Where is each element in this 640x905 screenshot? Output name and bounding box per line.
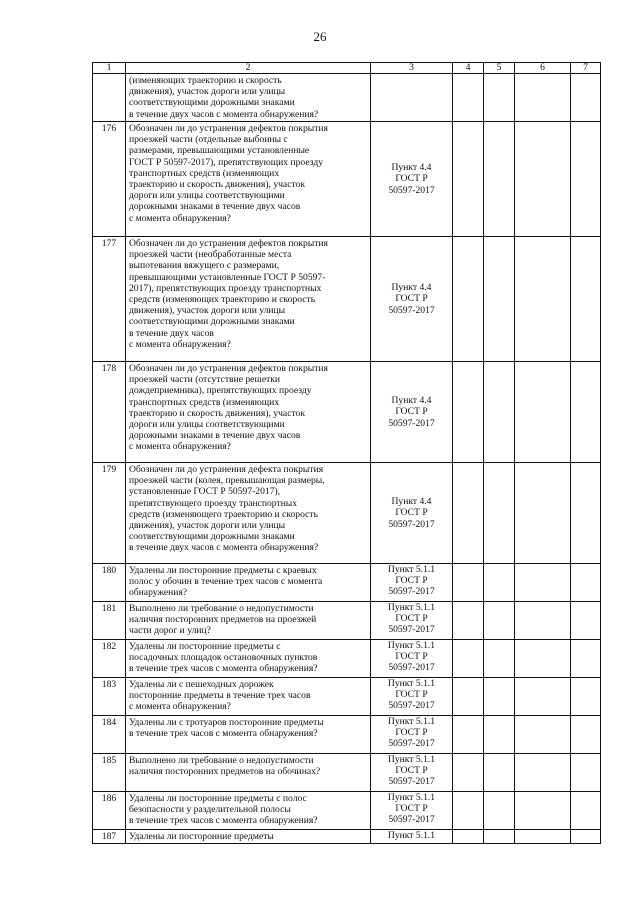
requirement-reference xyxy=(371,564,453,602)
answer-col-5 xyxy=(484,754,515,792)
question-line: Удалены ли посторонние предметы с краевых xyxy=(129,565,317,576)
reference-line: Пункт 4.4 xyxy=(391,162,432,174)
question-text xyxy=(126,122,371,237)
question-line: траекторию и скорость движения), участок xyxy=(129,179,305,191)
answer-col-4 xyxy=(453,237,484,362)
row-number: 180 xyxy=(93,564,126,602)
reference-line: ГОСТ Р xyxy=(395,173,428,185)
question-line: проезжей части (колея, превышающая размеры, xyxy=(129,475,325,487)
answer-col-5 xyxy=(484,716,515,754)
table-row xyxy=(93,122,601,237)
answer-col-6 xyxy=(515,463,571,564)
answer-col-5 xyxy=(484,463,515,564)
answer-col-4 xyxy=(453,754,484,792)
answer-col-5 xyxy=(484,602,515,640)
row-number: 178 xyxy=(93,362,126,463)
header-row xyxy=(93,63,601,74)
question-line: проезжей части (отсутствие решетки xyxy=(129,374,281,386)
question-line: 2017), препятствующих проезду транспортных xyxy=(129,282,322,294)
table-row xyxy=(93,792,601,830)
requirement-reference xyxy=(371,463,453,564)
question-line: Обозначен ли до устранения дефекта покрытия xyxy=(129,464,324,475)
question-line: обнаружения? xyxy=(129,587,188,599)
answer-col-7 xyxy=(571,362,601,463)
reference-line: ГОСТ Р xyxy=(395,727,428,739)
question-text xyxy=(126,792,371,830)
question-line: с момента обнаружения? xyxy=(129,212,231,224)
reference-line: Пункт 5.1.1 xyxy=(387,830,436,841)
answer-col-6 xyxy=(515,362,571,463)
question-text xyxy=(126,754,371,792)
answer-col-7 xyxy=(571,122,601,237)
answer-col-5 xyxy=(484,830,515,844)
header-col-5: 5 xyxy=(484,63,515,74)
requirement-reference xyxy=(371,237,453,362)
question-line: дороги или улицы соответствующими xyxy=(129,190,285,202)
reference-line: Пункт 4.4 xyxy=(391,395,432,407)
reference-line: 50597-2017 xyxy=(388,184,435,196)
question-line: препятствующего проезду транспортных xyxy=(129,497,298,509)
table-row xyxy=(93,754,601,792)
question-line: в течение трех часов с момента обнаружения? xyxy=(129,815,318,827)
question-line: Удалены ли с тротуаров посторонние предметы xyxy=(129,717,324,728)
table-row xyxy=(93,564,601,602)
answer-col-4 xyxy=(453,716,484,754)
requirement-reference xyxy=(371,122,453,237)
answer-col-6 xyxy=(515,237,571,362)
row-number: 187 xyxy=(93,830,126,844)
question-line: в течение трех часов с момента обнаружения? xyxy=(129,663,318,675)
answer-col-7 xyxy=(571,640,601,678)
row-number: 181 xyxy=(93,602,126,640)
requirement-reference xyxy=(371,830,453,844)
row-number xyxy=(93,74,126,122)
reference-line: ГОСТ Р xyxy=(395,803,428,815)
question-line: Выполнено ли требование о недопустимости xyxy=(129,755,314,766)
answer-col-6 xyxy=(515,754,571,792)
question-text xyxy=(126,362,371,463)
answer-col-4 xyxy=(453,122,484,237)
question-line: траекторию и скорость движения), участок xyxy=(129,407,305,419)
question-text xyxy=(126,678,371,716)
question-line: с момента обнаружения? xyxy=(129,701,231,713)
checklist-table xyxy=(92,62,601,844)
answer-col-6 xyxy=(515,122,571,237)
question-line: Удалены ли с пешеходных дорожек xyxy=(129,679,274,690)
answer-col-4 xyxy=(453,74,484,122)
question-line: проезжей части (необработанные места xyxy=(129,249,292,261)
question-line: Обозначен ли до устранения дефектов покрытия xyxy=(129,363,328,374)
question-line: размерами, превышающими установленные xyxy=(129,145,310,157)
question-line: с момента обнаружения? xyxy=(129,338,231,350)
answer-col-4 xyxy=(453,602,484,640)
table-row xyxy=(93,678,601,716)
question-line: соответствующими дорожными знаками xyxy=(129,316,295,328)
reference-line: Пункт 5.1.1 xyxy=(387,564,436,575)
requirement-reference xyxy=(371,362,453,463)
reference-line: 50597-2017 xyxy=(388,304,435,316)
question-line: ГОСТ Р 50597-2017), препятствующих проезду xyxy=(129,156,323,168)
question-text xyxy=(126,237,371,362)
table-row xyxy=(93,602,601,640)
header-col-7: 7 xyxy=(571,63,601,74)
reference-line: Пункт 5.1.1 xyxy=(387,716,436,727)
table-row xyxy=(93,640,601,678)
question-line: соответствующими дорожными знаками xyxy=(129,97,295,109)
answer-col-7 xyxy=(571,830,601,844)
answer-col-6 xyxy=(515,678,571,716)
question-line: превышающими установленные ГОСТ Р 50597- xyxy=(129,271,326,283)
reference-line: 50597-2017 xyxy=(388,814,435,826)
requirement-reference xyxy=(371,678,453,716)
question-line: Обозначен ли до устранения дефектов покрытия xyxy=(129,123,328,134)
answer-col-6 xyxy=(515,830,571,844)
question-text xyxy=(126,640,371,678)
answer-col-4 xyxy=(453,362,484,463)
answer-col-5 xyxy=(484,792,515,830)
reference-line: 50597-2017 xyxy=(388,700,435,712)
answer-col-5 xyxy=(484,74,515,122)
page-number: 26 xyxy=(313,29,327,44)
question-line: с момента обнаружения? xyxy=(129,441,231,453)
row-number: 179 xyxy=(93,463,126,564)
row-number: 177 xyxy=(93,237,126,362)
reference-line: ГОСТ Р xyxy=(395,575,428,587)
question-line: Удалены ли посторонние предметы xyxy=(129,831,274,842)
question-line: наличия посторонних предметов на проезжей xyxy=(129,614,317,626)
question-line: дороги или улицы соответствующими xyxy=(129,419,285,431)
reference-line: Пункт 5.1.1 xyxy=(387,792,436,803)
answer-col-4 xyxy=(453,640,484,678)
question-text xyxy=(126,74,371,122)
reference-line: ГОСТ Р xyxy=(395,507,428,519)
answer-col-6 xyxy=(515,74,571,122)
answer-col-7 xyxy=(571,237,601,362)
question-line: Выполнено ли требование о недопустимости xyxy=(129,603,314,614)
question-line: наличия посторонних предметов на обочинах? xyxy=(129,766,321,778)
question-line: проезжей части (отдельные выбоины с xyxy=(129,134,288,146)
question-line: части дорог и улиц? xyxy=(129,625,211,637)
question-line: безопасности у разделительной полосы xyxy=(129,804,291,816)
requirement-reference xyxy=(371,602,453,640)
table-row xyxy=(93,716,601,754)
answer-col-7 xyxy=(571,754,601,792)
reference-line: 50597-2017 xyxy=(388,738,435,750)
header-col-4: 4 xyxy=(453,63,484,74)
reference-line: Пункт 5.1.1 xyxy=(387,602,436,613)
question-text xyxy=(126,564,371,602)
answer-col-7 xyxy=(571,716,601,754)
reference-line: Пункт 4.4 xyxy=(391,496,432,508)
reference-line: 50597-2017 xyxy=(388,417,435,429)
question-line: полос у обочин в течение трех часов с момента xyxy=(129,576,323,588)
row-number: 176 xyxy=(93,122,126,237)
header-col-1: 1 xyxy=(93,63,126,74)
requirement-reference xyxy=(371,74,453,122)
question-line: установленные ГОСТ Р 50597-2017), xyxy=(129,486,281,498)
answer-col-6 xyxy=(515,564,571,602)
question-line: движения), участок дороги или улицы xyxy=(129,520,286,532)
header-col-3: 3 xyxy=(371,63,453,74)
requirement-reference xyxy=(371,640,453,678)
answer-col-7 xyxy=(571,602,601,640)
answer-col-5 xyxy=(484,564,515,602)
reference-line: ГОСТ Р xyxy=(395,765,428,777)
reference-line: 50597-2017 xyxy=(388,662,435,674)
question-line: посадочных площадок остановочных пунктов xyxy=(129,652,318,664)
question-line: в течение двух часов xyxy=(129,327,214,339)
question-text xyxy=(126,830,371,844)
answer-col-7 xyxy=(571,463,601,564)
reference-line: Пункт 5.1.1 xyxy=(387,640,436,651)
answer-col-6 xyxy=(515,640,571,678)
question-line: в течение двух часов с момента обнаружения? xyxy=(129,542,319,554)
table-row xyxy=(93,463,601,564)
question-text xyxy=(126,716,371,754)
question-text xyxy=(126,602,371,640)
reference-line: Пункт 4.4 xyxy=(391,282,432,294)
answer-col-6 xyxy=(515,716,571,754)
answer-col-7 xyxy=(571,792,601,830)
table-row xyxy=(93,362,601,463)
reference-line: 50597-2017 xyxy=(388,624,435,636)
requirement-reference xyxy=(371,716,453,754)
question-line: движения), участок дороги или улицы xyxy=(129,86,286,98)
reference-line: ГОСТ Р xyxy=(395,613,428,625)
question-text xyxy=(126,463,371,564)
answer-col-7 xyxy=(571,564,601,602)
answer-col-6 xyxy=(515,792,571,830)
answer-col-4 xyxy=(453,792,484,830)
row-number: 185 xyxy=(93,754,126,792)
table-row xyxy=(93,830,601,844)
question-line: (изменяющих траекторию и скорость xyxy=(129,75,282,86)
row-number: 182 xyxy=(93,640,126,678)
question-line: движения), участок дороги или улицы xyxy=(129,305,286,317)
header-col-2: 2 xyxy=(126,63,371,74)
reference-line: ГОСТ Р xyxy=(395,406,428,418)
table-row xyxy=(93,74,601,122)
question-line: Удалены ли посторонние предметы с полос xyxy=(129,793,307,804)
question-line: в течение двух часов с момента обнаружения? xyxy=(129,108,319,120)
answer-col-4 xyxy=(453,678,484,716)
table-body xyxy=(93,74,601,844)
question-line: Обозначен ли до устранения дефектов покрытия xyxy=(129,238,328,249)
answer-col-5 xyxy=(484,362,515,463)
reference-line: 50597-2017 xyxy=(388,586,435,598)
question-line: в течение трех часов с момента обнаружения? xyxy=(129,728,318,740)
answer-col-4 xyxy=(453,463,484,564)
answer-col-4 xyxy=(453,564,484,602)
requirement-reference xyxy=(371,754,453,792)
question-line: выпотевания вяжущего с размерами, xyxy=(129,260,280,272)
reference-line: 50597-2017 xyxy=(388,518,435,530)
table-row xyxy=(93,237,601,362)
question-line: дорожными знаками в течение двух часов xyxy=(129,201,301,213)
reference-line: ГОСТ Р xyxy=(395,293,428,305)
question-line: Удалены ли посторонние предметы с xyxy=(129,641,281,652)
reference-line: ГОСТ Р xyxy=(395,689,428,701)
answer-col-4 xyxy=(453,830,484,844)
answer-col-5 xyxy=(484,678,515,716)
question-line: дорожными знаками в течение двух часов xyxy=(129,430,301,442)
question-line: средств (изменяющего траекторию и скорость xyxy=(129,508,318,520)
header-col-6: 6 xyxy=(515,63,571,74)
row-number: 184 xyxy=(93,716,126,754)
answer-col-5 xyxy=(484,122,515,237)
question-line: транспортных средств (изменяющих xyxy=(129,167,280,179)
row-number: 186 xyxy=(93,792,126,830)
reference-line: Пункт 5.1.1 xyxy=(387,678,436,689)
reference-line: Пункт 5.1.1 xyxy=(387,754,436,765)
answer-col-7 xyxy=(571,74,601,122)
requirement-reference xyxy=(371,792,453,830)
reference-line: ГОСТ Р xyxy=(395,651,428,663)
question-line: транспортных средств (изменяющих xyxy=(129,396,280,408)
answer-col-5 xyxy=(484,640,515,678)
row-number: 183 xyxy=(93,678,126,716)
answer-col-7 xyxy=(571,678,601,716)
question-line: дождеприемника), препятствующих проезду xyxy=(129,385,312,397)
answer-col-6 xyxy=(515,602,571,640)
question-line: средств (изменяющих траекторию и скорость xyxy=(129,294,316,306)
question-line: посторонние предметы в течение трех часов xyxy=(129,690,311,702)
question-line: соответствующими дорожными знаками xyxy=(129,531,295,543)
answer-col-5 xyxy=(484,237,515,362)
reference-line: 50597-2017 xyxy=(388,776,435,788)
